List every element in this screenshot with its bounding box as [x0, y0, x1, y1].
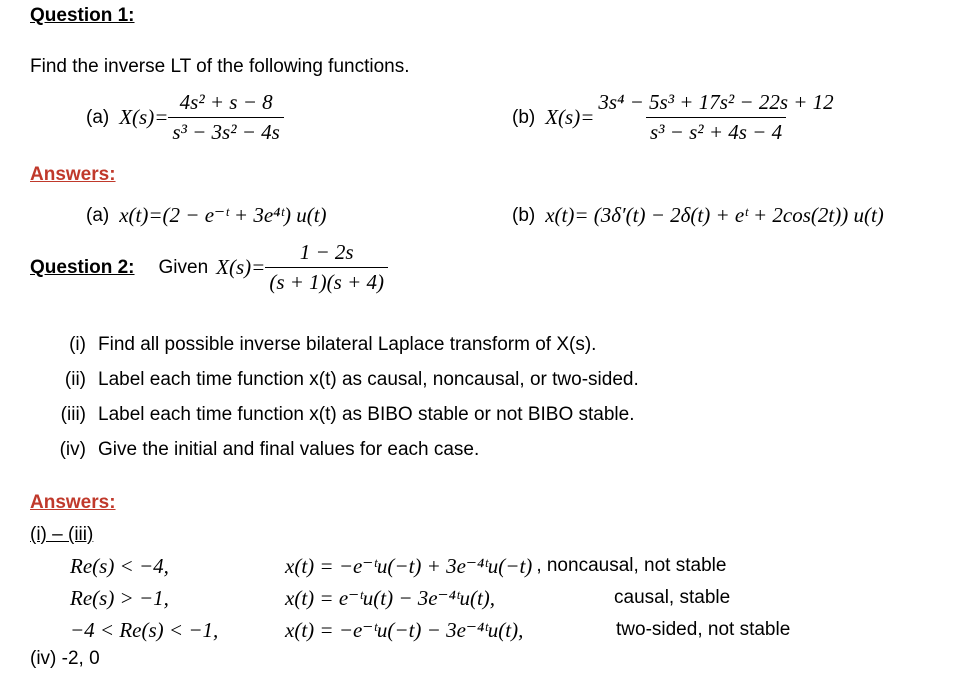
list-item-label: (ii): [64, 368, 86, 390]
question-2-heading: Question 2:: [30, 256, 135, 278]
answers-2-table: [70, 550, 950, 646]
roc-condition: −4 < Re(s) < −1,: [70, 617, 219, 642]
list-item-text: Give the initial and final values for each case.: [98, 438, 480, 460]
classification-note: , noncausal, not stable: [536, 555, 727, 576]
answer-1b-label: (b): [512, 204, 536, 226]
q1-b-fraction: [594, 90, 837, 145]
list-item: [50, 397, 790, 432]
time-function: x(t) = −e⁻ᵗu(−t) + 3e⁻⁴ᵗu(−t): [285, 553, 533, 578]
list-item-text: Find all possible inverse bilateral Laplace transform of X(s).: [98, 333, 597, 355]
q1-part-b: [512, 90, 838, 145]
answer-1a: [86, 203, 327, 228]
q1-a-numerator: 4s² + s − 8: [179, 90, 273, 114]
time-function: x(t) = −e⁻ᵗu(−t) − 3e⁻⁴ᵗu(t),: [285, 617, 524, 642]
answers-1-heading: Answers:: [30, 164, 116, 185]
list-item: [50, 432, 790, 467]
question-2-denominator: (s + 1)(s + 4): [265, 267, 388, 295]
question-1-prompt: Find the inverse LT of the following functions.: [30, 56, 410, 77]
list-item-label: (iv): [59, 438, 86, 460]
q1-a-denominator: s³ − 3s² − 4s: [168, 117, 283, 145]
question-2-given: Given: [158, 256, 209, 278]
q1-b-denominator: s³ − s² + 4s − 4: [646, 117, 786, 145]
question-2-list: [50, 327, 790, 467]
q1-part-a: [86, 90, 284, 145]
classification-note: causal, stable: [614, 587, 731, 608]
q1-a-lhs: X(s)=: [119, 105, 169, 129]
q1-b-lhs: X(s)=: [545, 105, 595, 129]
answer-1a-expression: x(t)=(2 − e⁻ᵗ + 3e⁴ᵗ) u(t): [119, 203, 327, 227]
question-1-heading: Question 1:: [30, 5, 135, 26]
answers-2-heading: Answers:: [30, 492, 116, 513]
answer-1b-expression: x(t)= (3δ′(t) − 2δ(t) + eᵗ + 2cos(2t)) u(t): [545, 203, 884, 227]
table-row: [70, 582, 950, 614]
q1-a-label: (a): [86, 106, 110, 128]
time-function: x(t) = e⁻ᵗu(t) − 3e⁻⁴ᵗu(t),: [285, 585, 496, 610]
list-item-text: Label each time function x(t) as causal, noncausal, or two-sided.: [98, 368, 639, 390]
answer-1b: [512, 203, 884, 228]
list-item-text: Label each time function x(t) as BIBO stable or not BIBO stable.: [98, 403, 635, 425]
question-2-line: [30, 240, 388, 295]
roc-condition: Re(s) > −1,: [70, 585, 169, 610]
list-item: [50, 362, 790, 397]
q1-b-label: (b): [512, 106, 536, 128]
q1-a-fraction: [168, 90, 283, 145]
list-item-label: (iii): [60, 403, 86, 425]
table-row: [70, 550, 950, 582]
q1-b-numerator: 3s⁴ − 5s³ + 17s² − 22s + 12: [598, 90, 834, 114]
question-2-fraction: [265, 240, 388, 295]
list-item-label: (i): [69, 333, 86, 355]
classification-note: two-sided, not stable: [616, 619, 791, 640]
question-2-lhs: X(s)=: [216, 255, 266, 279]
list-item: [50, 327, 790, 362]
roc-condition: Re(s) < −4,: [70, 553, 169, 578]
answer-1a-label: (a): [86, 204, 110, 226]
answers-2-subheading: (i) – (iii): [30, 524, 94, 545]
table-row: [70, 614, 950, 646]
answer-iv: (iv) -2, 0: [30, 648, 100, 669]
question-2-numerator: 1 − 2s: [299, 240, 354, 264]
